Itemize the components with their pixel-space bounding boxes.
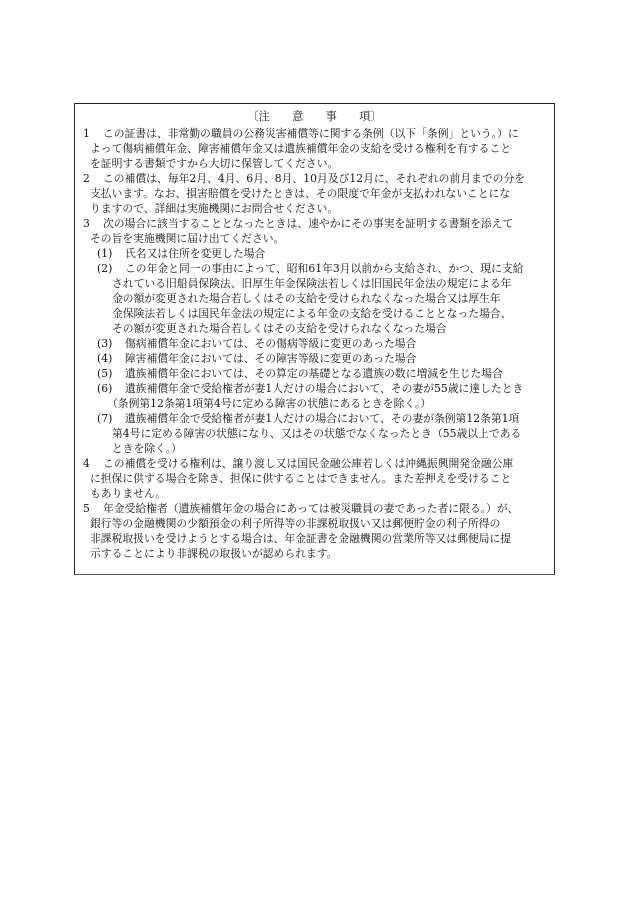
subitem-line: 第4号に定める障害の状態になり、又はその状態でなくなったとき（55歳以上である [112,427,522,440]
item-line: 銀行等の金融機関の少額預金の利子所得等の非課税取扱い又は郵便貯金の利子所得の [90,517,501,530]
item-line: 支払います。なお、損害賠償を受けたときは、その限度で年金が支払われないことにな [90,187,511,200]
subitem-number: (5) [97,367,113,380]
item-line: 年金受給権者（遺族補償年金の場合にあっては被災職員の妻であった者に限る。）が、 [103,502,519,515]
subitem-line: ときを除く。） [112,442,182,455]
item-line: よって傷病補償年金、障害補償年金又は遺族補償年金の支給を受ける権利を有すること [90,142,512,155]
item-line: 非課税取扱いを受けようとする場合は、年金証書を金融機関の営業所等又は郵便局に提 [90,532,512,545]
item-line: もありません。 [90,487,167,500]
item-line: この補償を受ける権利は、譲り渡し又は国民金融公庫若しくは沖縄振興開発金融公庫 [103,457,514,470]
subitem-number: (7) [97,412,113,425]
notice-title: 〔注 意 事 項〕 [247,110,382,123]
subitem-number: (1) [97,247,113,260]
subitem-line: この年金と同一の事由によって、昭和61年3月以前から支給され、かつ、現に支給 [125,262,524,275]
subitem-number: (2) [97,262,113,275]
item-line: を証明する書類ですから大切に保管してください。 [90,157,339,170]
subitem-line: 障害補償年金においては、その障害等級に変更のあった場合 [125,352,417,365]
item-number: 4 [83,457,90,470]
subitem-line: 遺族補償年金で受給権者が妻1人だけの場合において、その妻が55歳に達したとき [125,382,524,395]
subitem-line: 金の額が変更された場合若しくはその支給を受けられなくなった場合又は厚生年 [112,292,501,305]
item-line: この補償は、毎年2月、4月、6月、8月、10月及び12月に、それぞれの前月までの分を [103,172,526,185]
item-number: 3 [83,217,90,230]
subitem-line: （条例第12条第1項第4号に定める障害の状態にあるときを除く。） [107,397,432,410]
item-line: その旨を実施機関に届け出てください。 [90,232,285,245]
item-number: 1 [83,127,90,140]
item-line: この証書は、非常勤の職員の公務災害補償等に関する条例（以下「条例」という。）に [103,127,519,140]
subitem-line: 金保険法若しくは国民年金法の規定による年金の支給を受けることとなった場合、 [112,307,512,320]
item-line: 次の場合に該当することとなったときは、速やかにその事実を証明する書類を添えて [103,217,514,230]
subitem-line: 氏名又は住所を変更した場合 [125,247,266,260]
item-number: 2 [83,172,90,185]
subitem-number: (6) [97,382,113,395]
item-number: 5 [83,502,90,515]
subitem-line: 傷病補償年金においては、その傷病等級に変更のあった場合 [125,337,417,350]
subitem-line: 遺族補償年金で受給権者が妻1人だけの場合において、その妻が条例第12条第1項 [125,412,520,425]
item-line: に担保に供する場合を除き、担保に供することはできません。また差押えを受けること [90,472,512,485]
item-line: りますので、詳細は実施機関にお問合せください。 [90,202,339,215]
subitem-number: (4) [97,352,113,365]
subitem-line: 遺族補償年金においては、その算定の基礎となる遺族の数に増減を生じた場合 [125,367,503,380]
subitem-number: (3) [97,337,113,350]
item-line: 示することにより非課税の取扱いが認められます。 [90,547,338,560]
subitem-line: されている旧船員保険法、旧厚生年金保険法若しくは旧国民年金法の規定による年 [112,277,512,290]
subitem-line: その額が変更された場合若しくはその支給を受けられなくなった場合 [112,322,447,335]
notice-box [74,103,555,575]
